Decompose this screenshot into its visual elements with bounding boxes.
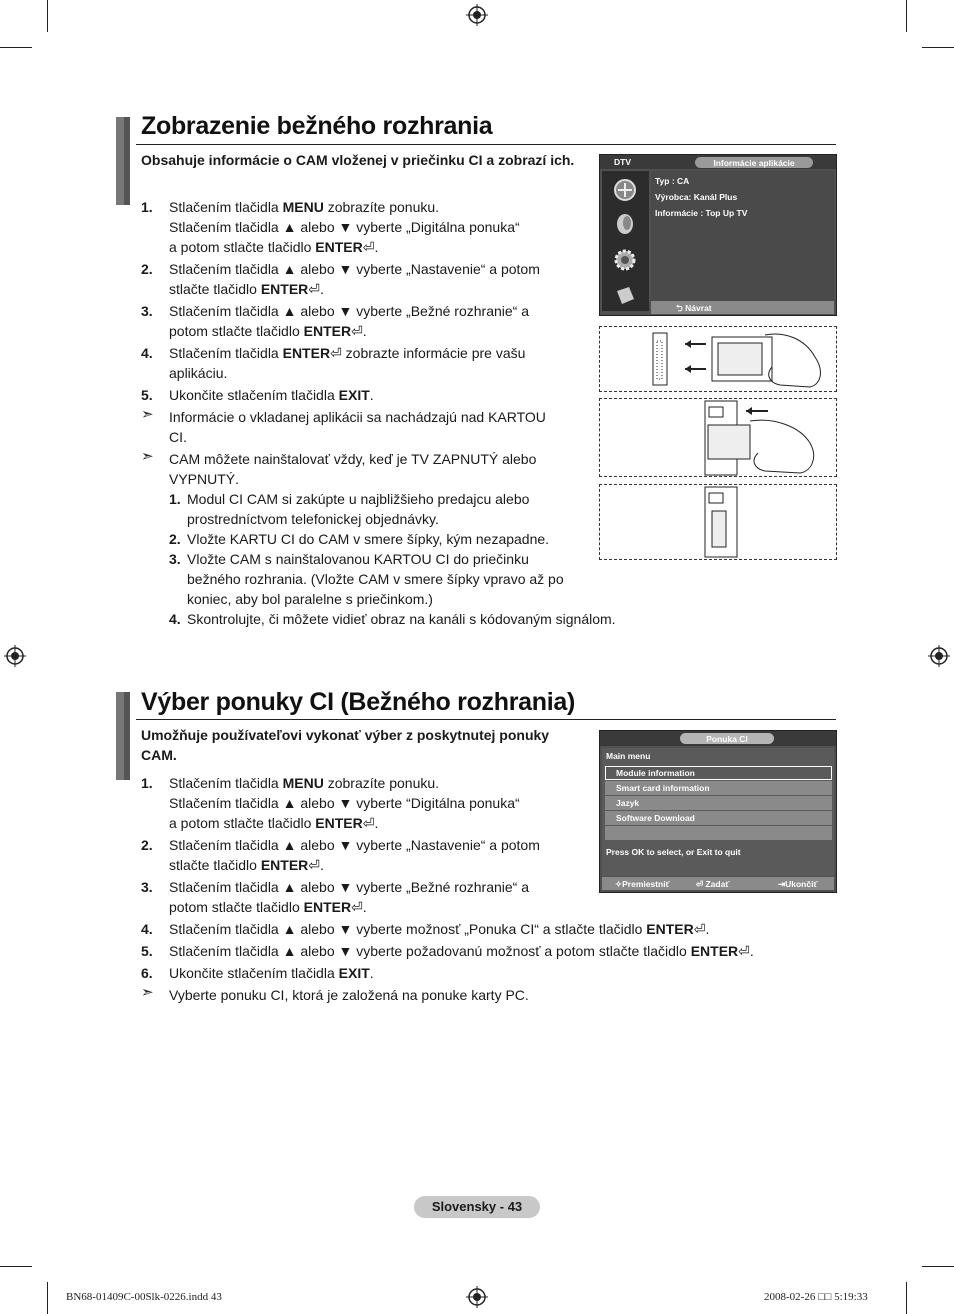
substep-text: Skontrolujte, či môžete vidieť obraz na kanáli s kódovaným signálom. [187,611,616,627]
note-arrow-icon: ➣ [141,984,154,1001]
section-intro: Umožňuje používateľovi vykonať výber z poskytnutej ponuky CAM. [141,727,550,763]
move-icon: ✧ [615,879,623,889]
note-arrow-icon: ➣ [141,406,154,423]
osd-header: Ponuka CI [706,734,748,744]
substep-text: bežného rozhrania. (Vložte CAM v smere šípky vpravo až po [187,571,564,587]
step-text: aplikáciu. [169,365,228,381]
title-rule [136,144,836,145]
osd-info-line: Informácie : Top Up TV [655,208,748,218]
substep-item [169,489,530,527]
return-icon: ⮌ [676,303,686,313]
step-number: 6. [141,965,153,981]
substep-number: 3. [169,551,181,567]
cam-inserted-illustration [599,484,837,560]
section-intro: Obsahuje informácie o CAM vloženej v priečinku CI a zobrazí ich. [141,152,575,168]
osd-info-line: Výrobca: Kanál Plus [655,192,738,202]
substep-item [169,549,564,607]
step-number: 4. [141,345,153,361]
registration-mark-icon [928,645,950,667]
exit-icon: ⇥ [778,879,786,889]
gear-icon [612,247,638,273]
step-number: 4. [141,921,153,937]
substep-text: Vložte KARTU CI do CAM v smere šípky, kým nezapadne. [187,531,550,547]
osd-menu-title: Main menu [606,751,651,761]
crop-mark [47,0,48,32]
crop-mark [922,47,954,48]
step-number: 5. [141,387,153,403]
section-title: Zobrazenie bežného rozhrania [141,112,493,140]
step-text: Stlačením tlačidla ▲ alebo ▼ vyberte možnosť „Ponuka CI“ a stlačte tlačidlo ENTER⏎. [169,921,710,937]
step-text: Ukončite stlačením tlačidla EXIT. [169,965,374,981]
substep-item [169,609,616,629]
step-number: 3. [141,879,153,895]
registration-mark-icon [466,4,488,26]
step-text: Stlačením tlačidla ▲ alebo ▼ vyberte “Digitálna ponuka“ [169,795,520,811]
osd-info-lines [655,176,747,224]
crop-mark [0,1266,32,1267]
channel-icon [612,211,638,237]
section-title: Výber ponuky CI (Bežného rozhrania) [141,688,576,716]
step-text: Stlačením tlačidla ▲ alebo ▼ vyberte „Bežné rozhranie“ a [169,303,529,319]
step-number: 1. [141,775,153,791]
osd-menu-item[interactable]: Software Download [605,811,832,825]
step-text: Ukončite stlačením tlačidla EXIT. [169,387,374,403]
registration-mark-icon [466,1286,488,1308]
substep-number: 1. [169,491,181,507]
osd-footer-exit: Ukončiť [785,879,818,889]
section-accent-bar [124,692,130,780]
print-slug: BN68-01409C-00Slk-0226.indd 43 [66,1291,222,1303]
step-text: Stlačením tlačidla ▲ alebo ▼ vyberte „Nastavenie“ a potom [169,261,540,277]
osd-footer-move: Premiestniť [622,879,670,889]
input-icon [612,283,638,309]
step-text: Stlačením tlačidla ▲ alebo ▼ vyberte „Nastavenie“ a potom [169,837,540,853]
section-accent-bar [124,117,130,205]
osd-header: Informácie aplikácie [713,158,795,168]
osd-return: Návrat [685,303,712,313]
step-text: stlačte tlačidlo ENTER⏎. [169,281,324,297]
crop-mark [47,1282,48,1314]
note-arrow-icon: ➣ [141,448,154,465]
satellite-icon [612,177,638,203]
substep-number: 4. [169,611,181,627]
crop-mark [906,0,907,32]
crop-mark [0,47,32,48]
step-text: stlačte tlačidlo ENTER⏎. [169,857,324,873]
step-text: Stlačením tlačidla MENU zobrazíte ponuku. [169,199,440,215]
osd-menu-item[interactable]: Smart card information [605,781,832,795]
step-text: Stlačením tlačidla ▲ alebo ▼ vyberte „Digitálna ponuka“ [169,219,520,235]
osd-tab: DTV [614,157,631,167]
card-insertion-illustration [599,398,837,477]
step-number: 1. [141,199,153,215]
substep-item [169,529,550,549]
enter-icon: ⏎ [696,879,706,889]
substep-text: Vložte CAM s nainštalovanou KARTOU CI do priečinku [187,551,529,567]
osd-footer-enter: Zadať [705,879,730,889]
tv-osd-application-info [599,154,837,316]
substep-text: koniec, aby bol paralelne s priečinkom.) [187,591,433,607]
osd-menu-item[interactable]: Module information [605,766,832,780]
print-timestamp: 2008-02-26 □□ 5:19:33 [764,1291,868,1303]
registration-mark-icon [4,645,26,667]
step-number: 2. [141,837,153,853]
tv-osd-ci-menu [599,730,837,893]
step-text: Stlačením tlačidla MENU zobrazíte ponuku. [169,775,440,791]
step-text: potom stlačte tlačidlo ENTER⏎. [169,323,367,339]
step-text: Stlačením tlačidla ▲ alebo ▼ vyberte „Bežné rozhranie“ a [169,879,529,895]
osd-menu-item[interactable] [605,826,832,840]
osd-menu-item[interactable]: Jazyk [605,796,832,810]
title-rule [136,719,836,720]
step-text: potom stlačte tlačidlo ENTER⏎. [169,899,367,915]
step-text: Stlačením tlačidla ▲ alebo ▼ vyberte požadovanú možnosť a potom stlačte tlačidlo ENTER⏎. [169,943,754,959]
crop-mark [922,1266,954,1267]
page-number-badge: Slovensky - 43 [414,1196,540,1218]
step-text: a potom stlačte tlačidlo ENTER⏎. [169,239,379,255]
osd-hint: Press OK to select, or Exit to quit [606,847,741,857]
crop-mark [906,1282,907,1314]
step-number: 5. [141,943,153,959]
substep-number: 2. [169,531,181,547]
step-text: a potom stlačte tlačidlo ENTER⏎. [169,815,379,831]
step-number: 2. [141,261,153,277]
substep-text: prostredníctvom telefonickej objednávky. [187,511,439,527]
substep-text: Modul CI CAM si zakúpte u najbližšieho predajcu alebo [187,491,530,507]
step-number: 3. [141,303,153,319]
step-text: Stlačením tlačidla ENTER⏎ zobrazte informácie pre vašu [169,345,526,361]
cam-insertion-illustration [599,326,837,392]
osd-info-line: Typ : CA [655,176,690,186]
